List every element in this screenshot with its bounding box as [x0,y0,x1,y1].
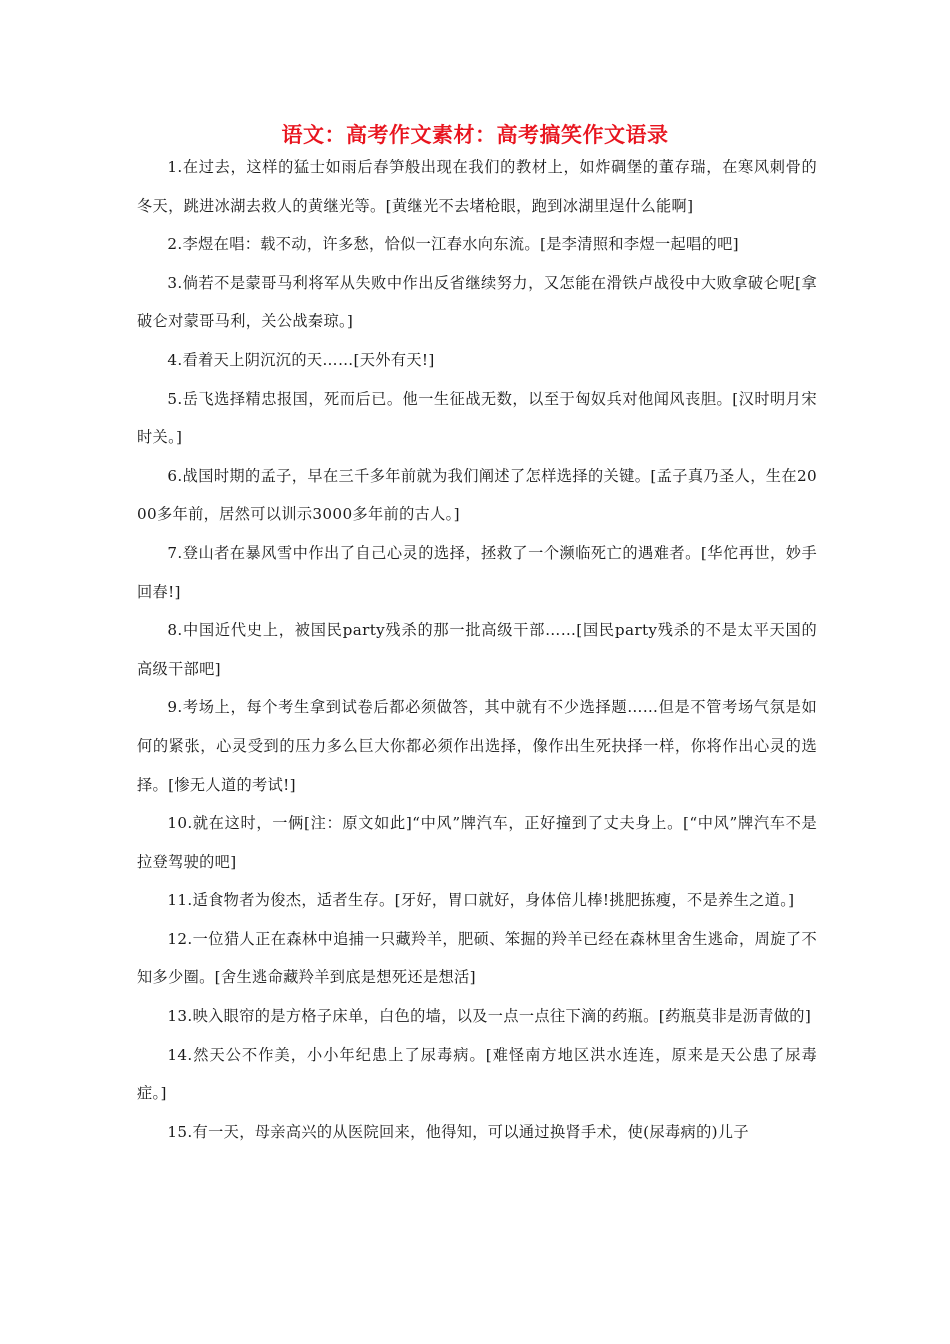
paragraph: 5.岳飞选择精忠报国，死而后已。他一生征战无数，以至于匈奴兵对他闻风丧胆。[汉时明月宋时关。] [137,389,817,447]
paragraph: 13.映入眼帘的是方格子床单，白色的墙，以及一点一点往下滴的药瓶。[药瓶莫非是沥青做的] [167,1007,812,1026]
paragraph: 6.战国时期的孟子，早在三千多年前就为我们阐述了怎样选择的关键。[孟子真乃圣人，生在2000多年前，居然可以训示3000多年前的古人。] [137,466,817,524]
paragraph: 12.一位猎人正在森林中追捕一只藏羚羊，肥硕、笨掘的羚羊已经在森林里舍生逃命，周旋了不知多少圈。[舍生逃命藏羚羊到底是想死还是想活] [137,929,817,987]
paragraph: 2.李煜在唱：载不动，许多愁，恰似一江春水向东流。[是李清照和李煜一起唱的吧] [167,235,739,254]
paragraph: 15.有一天，母亲高兴的从医院回来，他得知，可以通过换肾手术，使(尿毒病的)儿子 [167,1122,749,1141]
document-body [137,148,817,1151]
paragraph: 4.看着天上阴沉沉的天……[天外有天!] [167,350,435,369]
paragraph: 3.倘若不是蒙哥马利将军从失败中作出反省继续努力，又怎能在滑铁卢战役中大败拿破仑呢[拿破仑对蒙哥马利，关公战秦琼。] [137,273,817,331]
paragraph: 14.然天公不作美，小小年纪患上了尿毒病。[难怪南方地区洪水连连，原来是天公患了尿毒症。] [137,1045,817,1103]
document-title: 语文：高考作文素材：高考搞笑作文语录 [281,123,669,147]
paragraph: 9.考场上，每个考生拿到试卷后都必须做答，其中就有不少选择题……但是不管考场气氛是如何的紧张，心灵受到的压力多么巨大你都必须作出选择，像作出生死抉择一样，你将作出心灵的选择。[惨无人道的考试!] [137,698,817,794]
paragraph: 1.在过去，这样的猛士如雨后春笋般出现在我们的教材上，如炸碉堡的董存瑞，在寒风刺骨的冬天，跳进冰湖去救人的黄继光等。[黄继光不去堵枪眼，跑到冰湖里逞什么能啊] [137,158,817,215]
paragraph: 8.中国近代史上，被国民party残杀的那一批高级干部……[国民party残杀的不是太平天国的高级干部吧] [137,621,817,678]
paragraph: 7.登山者在暴风雪中作出了自己心灵的选择，拯救了一个濒临死亡的遇难者。[华佗再世，妙手回春!] [137,543,817,601]
paragraph: 10.就在这时，一俩[注：原文如此]“中风”牌汽车，正好撞到了丈夫身上。[“中风”牌汽车不是拉登驾驶的吧] [137,814,817,871]
paragraph: 11.适食物者为俊杰，适者生存。[牙好，胃口就好，身体倍儿棒!挑肥拣瘦，不是养生之道。] [167,891,795,910]
